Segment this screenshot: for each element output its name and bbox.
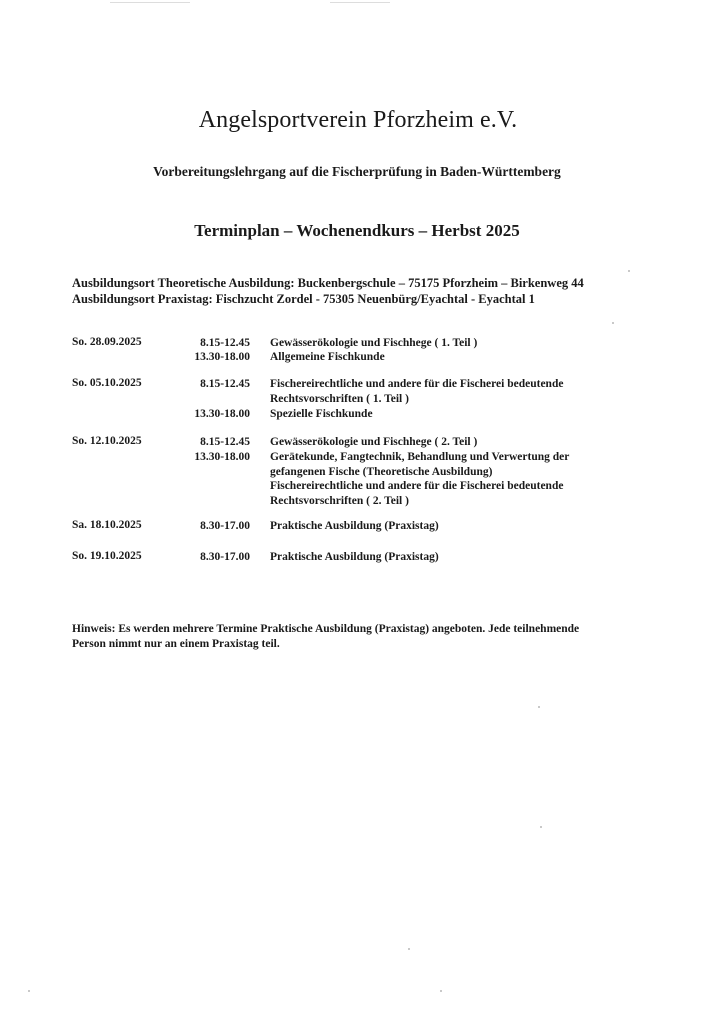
topic-line: Gewässerökologie und Fischhege ( 2. Teil ) <box>270 436 478 448</box>
schedule-date: So. 12.10.2025 <box>72 435 142 447</box>
session-topic <box>270 519 615 534</box>
location-practice: Ausbildungsort Praxistag: Fischzucht Zordel - 75305 Neuenbürg/Eyachtal - Eyachtal 1 <box>72 292 535 306</box>
session-time: 13.30-18.00 <box>194 451 250 463</box>
note-line: Person nimmt nur an einem Praxistag teil. <box>72 638 280 650</box>
scan-speck <box>28 990 30 992</box>
topic-line: Gerätekunde, Fangtechnik, Behandlung und Verwertung der <box>270 451 570 463</box>
scan-artifact <box>110 2 190 3</box>
session-time: 8.15-12.45 <box>200 436 250 448</box>
scan-speck <box>540 826 542 828</box>
scan-speck <box>538 706 540 708</box>
session-time: 13.30-18.00 <box>194 351 250 363</box>
session-topic <box>270 350 615 365</box>
plan-title: Terminplan – Wochenendkurs – Herbst 2025 <box>194 221 520 240</box>
session-topic <box>270 407 615 422</box>
note-line: Hinweis: Es werden mehrere Termine Praktische Ausbildung (Praxistag) angeboten. Jede teilnehmende <box>72 623 580 635</box>
session-time: 8.15-12.45 <box>200 378 250 390</box>
location-theory: Ausbildungsort Theoretische Ausbildung: Buckenbergschule – 75175 Pforzheim – Birkenweg 44 <box>72 276 584 290</box>
topic-line: Praktische Ausbildung (Praxistag) <box>270 520 439 532</box>
scan-artifact <box>330 2 390 3</box>
topic-line: Rechtsvorschriften ( 2. Teil ) <box>270 494 409 507</box>
topic-line: gefangenen Fische (Theoretische Ausbildung) <box>270 465 493 478</box>
topic-line: Gewässerökologie und Fischhege ( 1. Teil ) <box>270 337 478 349</box>
session-time: 8.30-17.00 <box>200 520 250 532</box>
course-subtitle: Vorbereitungslehrgang auf die Fischerprüfung in Baden-Württemberg <box>153 164 561 179</box>
session-time: 8.30-17.00 <box>200 551 250 563</box>
session-topic <box>270 435 615 450</box>
topic-line: Rechtsvorschriften ( 1. Teil ) <box>270 392 409 405</box>
club-title: Angelsportverein Pforzheim e.V. <box>198 107 518 133</box>
topic-line: Fischereirechtliche und andere für die Fischerei bedeutende <box>270 480 564 492</box>
topic-line: Allgemeine Fischkunde <box>270 351 385 363</box>
topic-line: Spezielle Fischkunde <box>270 408 373 420</box>
session-topic <box>270 450 615 508</box>
schedule-date: So. 05.10.2025 <box>72 377 142 389</box>
topic-line: Praktische Ausbildung (Praxistag) <box>270 551 439 563</box>
schedule-date: Sa. 18.10.2025 <box>72 519 142 531</box>
note-paragraph <box>72 622 632 652</box>
scan-speck <box>408 948 410 950</box>
session-topic <box>270 336 615 351</box>
session-time: 8.15-12.45 <box>200 337 250 349</box>
schedule-date: So. 28.09.2025 <box>72 336 142 348</box>
topic-line: Fischereirechtliche und andere für die Fischerei bedeutende <box>270 378 564 390</box>
session-topic <box>270 377 615 406</box>
scan-speck <box>440 990 442 992</box>
scan-speck <box>628 270 630 272</box>
session-time: 13.30-18.00 <box>194 408 250 420</box>
scan-speck <box>612 322 614 324</box>
schedule-date: So. 19.10.2025 <box>72 550 142 562</box>
session-topic <box>270 550 615 565</box>
